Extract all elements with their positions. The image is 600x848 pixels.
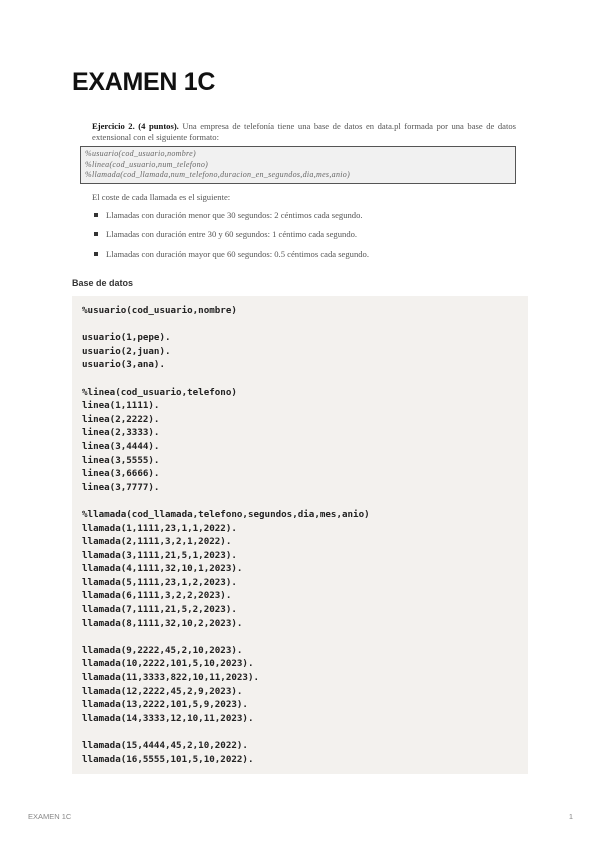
cost-item (94, 249, 520, 260)
footer-title: EXAMEN 1C (28, 812, 72, 821)
schema-line: %llamada(cod_llamada,num_telefono,duracion_en_segundos,dia,mes,anio) (85, 170, 351, 179)
code-line: %linea(cod_usuario,telefono) (82, 386, 237, 398)
database-code-block (72, 296, 528, 774)
code-line: llamada(5,1111,23,1,2,2023). (82, 576, 237, 588)
costs-intro: El coste de cada llamada es el siguiente: (92, 191, 231, 202)
database-section-label: Base de datos (72, 278, 134, 288)
code-line: llamada(15,4444,45,2,10,2022). (82, 740, 248, 751)
cost-item (94, 229, 520, 240)
code-line: usuario(3,ana). (82, 359, 165, 371)
code-line: llamada(4,1111,32,10,1,2023). (82, 563, 243, 575)
code-line: llamada(14,3333,12,10,11,2023). (82, 712, 254, 724)
bullet-icon (94, 213, 98, 217)
bullet-icon (94, 252, 98, 256)
code-line: linea(2,3333). (82, 427, 160, 439)
code-line: llamada(10,2222,101,5,10,2023). (82, 658, 254, 670)
code-line: llamada(16,5555,101,5,10,2022). (82, 753, 254, 765)
code-line: linea(3,5555). (82, 454, 160, 466)
schema-line: %usuario(cod_usuario,nombre) (85, 149, 196, 158)
code-line (82, 725, 518, 739)
code-line: usuario(1,pepe). (82, 332, 171, 344)
code-line: llamada(11,3333,822,10,11,2023). (82, 672, 260, 684)
cost-text: Llamadas con duración entre 30 y 60 segundos: 1 céntimo cada segundo. (106, 229, 358, 239)
cost-item (94, 210, 520, 221)
exercise-lead: Ejercicio 2. (4 puntos). (92, 121, 179, 131)
code-line: linea(3,4444). (82, 440, 160, 452)
code-line (82, 372, 518, 386)
exercise-intro (80, 121, 516, 143)
cost-text: Llamadas con duración mayor que 60 segundos: 0.5 céntimos cada segundo. (106, 248, 369, 259)
code-line: llamada(2,1111,3,2,1,2022). (82, 536, 232, 548)
page-number: 1 (568, 812, 573, 821)
code-line: llamada(6,1111,3,2,2,2023). (82, 590, 232, 602)
page-title: EXAMEN 1C (72, 68, 216, 96)
code-line (82, 494, 518, 508)
code-line: linea(1,1111). (82, 400, 160, 412)
code-line: llamada(9,2222,45,2,10,2023). (82, 644, 243, 656)
code-line: llamada(7,1111,21,5,2,2023). (82, 604, 237, 616)
code-line: linea(2,2222). (82, 413, 160, 425)
code-line: linea(3,7777). (82, 481, 160, 493)
code-line (82, 630, 518, 644)
code-line: linea(3,6666). (82, 468, 160, 480)
bullet-icon (94, 232, 98, 236)
code-line (82, 318, 518, 332)
code-line: usuario(2,juan). (82, 345, 171, 357)
exercise-intro-text: Una empresa de telefonía tiene una base de datos en data.pl formada por una base de datos extensional con el siguiente formato: (92, 121, 517, 142)
cost-text: Llamadas con duración menor que 30 segundos: 2 céntimos cada segundo. (106, 209, 363, 220)
code-line: %usuario(cod_usuario,nombre) (82, 305, 237, 316)
code-line: llamada(1,1111,23,1,1,2022). (82, 522, 237, 534)
code-line: %llamada(cod_llamada,telefono,segundos,dia,mes,anio) (82, 508, 370, 520)
code-line: llamada(13,2222,101,5,9,2023). (82, 699, 248, 711)
exercise-statement (80, 121, 520, 268)
schema-code-box (80, 146, 516, 184)
schema-line: %linea(cod_usuario,num_telefono) (85, 159, 209, 169)
code-line: llamada(3,1111,21,5,1,2023). (82, 549, 237, 561)
code-line: llamada(12,2222,45,2,9,2023). (82, 685, 243, 697)
code-line: llamada(8,1111,32,10,2,2023). (82, 617, 243, 629)
costs-list (80, 210, 520, 260)
